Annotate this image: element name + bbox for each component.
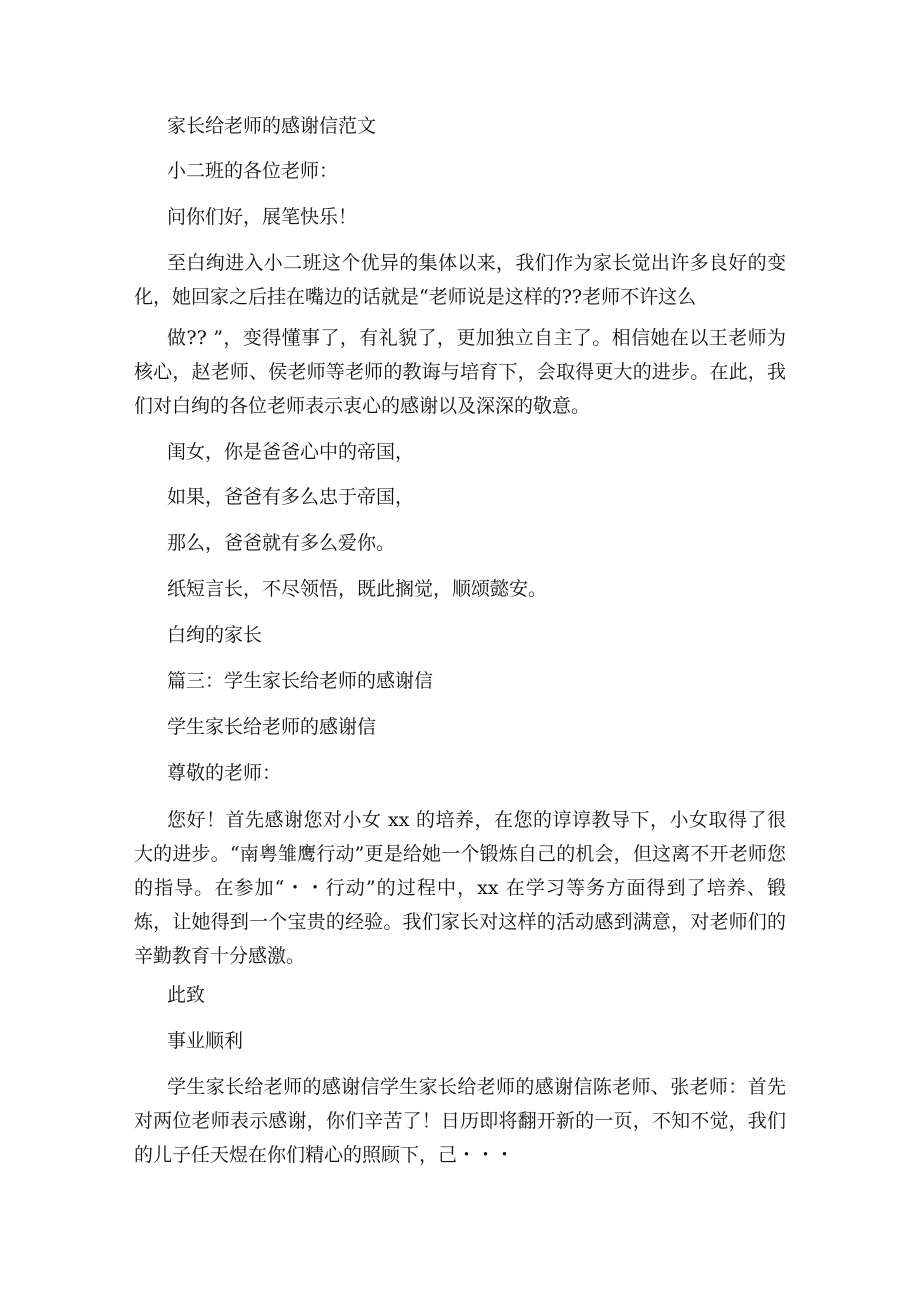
- closing-line: 纸短言长，不尽领悟，既此搁觉，顺颂懿安。: [167, 578, 548, 600]
- section-title: 学生家长给老师的感谢信: [167, 716, 377, 738]
- poem-line-1: 闺女，你是爸爸心中的帝国，: [167, 441, 415, 463]
- section-heading: 篇三：学生家长给老师的感谢信: [167, 670, 434, 692]
- signature: 白绚的家长: [167, 624, 263, 646]
- greeting: 问你们好，展笔快乐！: [167, 206, 358, 228]
- section-paragraph: 您好！首先感谢您对小女 xx 的培养，在您的谆谆教导下，小女取得了很大的进步。“南粤雏鹰行动”更是给她一个锻炼自己的机会，但这离不开老师您的指导。在参加“・・行动”的过程中，xx 在学习等务方面得到了培养、锻炼，让她得到一个宝贵的经验。我们家长对这样的活动感到满意，对老师们的辛勤教育十分感激。: [134, 809, 786, 967]
- poem-line-3: 那么，爸爸就有多么爱你。: [167, 532, 396, 554]
- paragraph-1-part-1: 至白绚进入小二班这个优异的集体以来，我们作为家长觉出许多良好的变化，她回家之后挂在嘴边的话就是“老师说是这样的??老师不许这么: [134, 252, 786, 308]
- poem-line-2: 如果，爸爸有多么忠于帝国，: [167, 486, 415, 508]
- salutation: 小二班的各位老师：: [167, 160, 339, 182]
- regards-line-2: 事业顺利: [167, 1030, 244, 1052]
- section-salutation: 尊敬的老师：: [167, 762, 282, 784]
- regards-line-1: 此致: [167, 984, 206, 1006]
- document-title: 家长给老师的感谢信范文: [167, 115, 377, 137]
- paragraph-1-part-2: 做?? ”，变得懂事了，有礼貌了，更加独立自主了。相信她在以王老师为核心，赵老师、侯老师等老师的教诲与培育下，会取得更大的进步。在此，我们对白绚的各位老师表示衷心的感谢以及深深的敬意。: [134, 327, 786, 417]
- final-paragraph: 学生家长给老师的感谢信学生家长给老师的感谢信陈老师、张老师：首先对两位老师表示感谢，你们辛苦了！日历即将翻开新的一页，不知不觉，我们的儿子任天煜在你们精心的照顾下，己・・・: [134, 1076, 786, 1166]
